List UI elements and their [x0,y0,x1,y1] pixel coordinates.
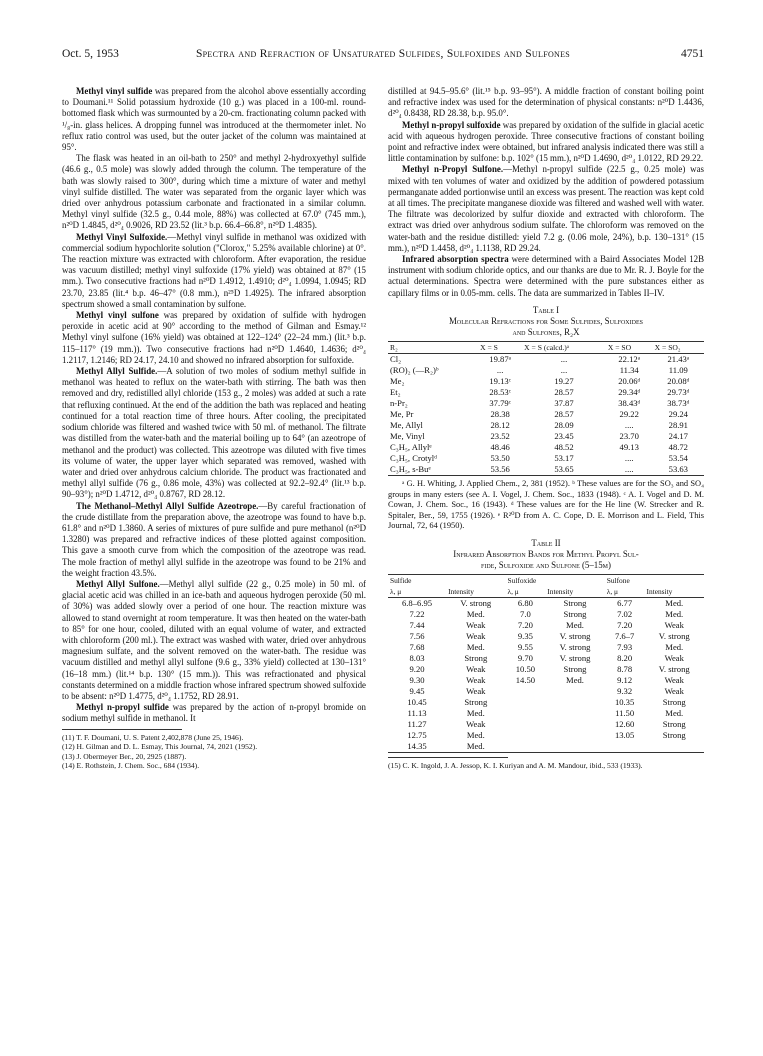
paragraph-text: —Methyl n-propyl sulfide (22.5 g., 0.25 mole) was mixed with ten volumes of water and oxidized by the addition of powdered potassium permanganate added portionwise until an excess was present. The reaction was kept cold at all times. The precipitate manganese dioxide was filtered and washed well with water. The filtrate was decolorized by sulfur dioxide and extracted with chloroform. The extract was dried over anhydrous sodium sulfate. The chloroform was removed on the water-bath and the residue distilled: yield 7.2 g. (0.06 mole, 24%), b.p. 130–131° (15 mm.), n²⁰D 1.4458, d²⁰₄ 1.1138, RD 29.24. [388,164,704,253]
run-in-heading: Methyl Allyl Sulfone. [76,578,160,589]
table-row [388,409,704,420]
paragraph-text: was prepared from the alcohol above essentially according to Doumani.¹¹ Solid potassium hydroxide (10 g.) was placed in a 100-ml. round-bottomed flask which was surmounted by a 20-cm. fractionating column packed with ¹/₈-in. glass helices. A dropping funnel was introduced at the thermometer inlet. No reflux ratio control was used, but the outer jacket of the column was maintained at 95°. [62,86,366,153]
table-cell: 7.56 [409,631,425,642]
paragraph-text: was prepared by oxidation of sulfide with hydrogen peroxide in acetic acid at 90° according to the method of Gilman and Esmay.¹² Methyl vinyl sulfone (16% yield) was obtained at 122–124° (22–24 mm.) (lit.³ b.p. 115–117° (19 mm.)). Two consecutive fractions had n²⁰D 1.4640, 1.4636; d²⁰₄ 1.2117, 1.2146; RD 24.17, 24.10 and showed no infrared absorption for sulfoxide. [62,310,366,365]
table-cell: Med. [665,609,684,620]
table-cell: V. strong [658,664,690,675]
table-row [388,708,704,719]
table-cell: Strong [563,609,587,620]
footnote-rule [62,729,182,730]
table-1-title-line-1: Molecular Refractions for Some Sulfides, Sulfoxides [449,316,643,327]
run-in-heading: Methyl n-propyl sulfoxide [402,119,501,130]
run-in-heading: Methyl vinyl sulfone [76,310,159,321]
footnote: (12) H. Gilman and D. L. Esmay, This Journal, 74, 2021 (1952). [62,742,258,752]
paragraph [62,310,366,366]
table-cell: 9.35 [517,631,533,642]
paragraph [62,86,366,153]
table-cell: 12.75 [407,730,427,741]
table-cell: 9.45 [409,686,425,697]
table-cell [545,697,604,708]
paragraph-text: —By careful fractionation of the crude distillate from the preparation above, the azeotrope was found to have b.p. 61.8° and n²⁰D 1.3860. A series of mixtures of pure sulfide and pure methanol (n²⁰D 1.3280) was prepared and refractive indices of these plotted against composition. This gave a smooth curve from which the composition of the azeotrope was read. The mole fraction of methyl allyl sulfide in the azeotrope was found to be 21% and the weight fraction 43.5%. [62,500,366,578]
table-row [388,598,704,610]
table-cell: 28.12 [490,420,510,431]
table-cell: Strong [662,730,686,741]
table-cell: 53.54 [668,453,688,464]
table-row [388,719,704,730]
table-cell: Med. [665,708,684,719]
paragraph [62,366,366,500]
table-cell: 48.72 [668,442,688,453]
table-cell: 23.70 [619,431,639,442]
run-in-heading: Methyl vinyl sulfide [76,86,153,96]
table-cell: Strong [563,598,587,609]
table-cell: 9.55 [517,642,533,653]
run-in-heading: Methyl n-Propyl Sulfone. [402,164,504,175]
table-cell: 29.24 [668,409,688,420]
column-header: Intensity [545,586,604,598]
table-cell: 53.56 [490,464,510,475]
table-header-row [388,586,704,598]
table-cell: 11.50 [615,708,635,719]
table-cell: Weak [664,620,684,631]
table-1 [388,341,704,476]
table-cell [506,708,546,719]
table-cell: 23.45 [554,431,574,442]
table-cell: 28.53ᶜ [489,387,511,398]
table-cell: 9.20 [409,664,425,675]
table-cell: 53.17 [554,453,574,464]
table-cell: Weak [466,620,486,631]
table-cell: C₃H₅, Crotylᵈ [390,453,437,464]
table-cell: 24.17 [668,431,688,442]
table-cell [506,719,546,730]
table-cell: 21.43ᵃ [667,354,690,365]
table-cell: Weak [466,675,486,686]
paragraph-text: —Methyl allyl sulfide (22 g., 0.25 mole) in 50 ml. of glacial acetic acid was chilled in an ice-bath and aqueous hydrogen peroxide (50 ml. of 30%) was added slowly over a period of one hour. The reaction mixture was allowed to stand overnight at room temperature. It was then heated on the water-bath to 85° for one hour, cooled, diluted with an equal volume of water, and extracted with chloroform (200 ml.). The extract was washed with water, dried over anhydrous magnesium sulfate, and the solvent removed on the water-bath. The residue was vacuum distilled and methyl allyl sulfone (9.6 g., 33% yield) collected at 130–131° (16–18 mm.) (lit.¹⁴ b.p. 130° (15 mm.)). This was refractionated and physical constants determined on a middle fraction whose infrared spectrum showed sulfoxide to be absent: n²⁰D 1.4775, d²⁰₄ 1.1752, RD 28.91. [62,578,366,701]
table-cell: 8.20 [617,653,633,664]
table-cell: Strong [662,719,686,730]
table-cell: 53.50 [490,453,510,464]
table-row [388,741,704,753]
table-row [388,453,704,464]
table-cell: 28.57 [554,387,574,398]
table-cell [506,730,546,741]
table-2-body [388,598,704,753]
table-cell: 11.09 [668,365,688,376]
table-cell: 29.22 [619,409,639,420]
table-2 [388,574,704,753]
table-cell: 53.65 [554,464,574,475]
table-cell: V. strong [559,653,591,664]
table-row [388,631,704,642]
table-cell [645,741,705,753]
table-cell: 7.22 [409,609,425,620]
paragraph [62,579,366,702]
table-cell: 7.02 [617,609,633,620]
table-cell: 53.63 [668,464,688,475]
table-cell: Weak [466,664,486,675]
table-cell: Weak [466,686,486,697]
table-cell: Me, Allyl [390,420,423,431]
table-cell: Weak [664,653,684,664]
paragraph: The flask was heated in an oil-bath to 250° and methyl 2-hydroxyethyl sulfide (46.6 g., 0.5 mole) was slowly added through the column. The temperature of the bath was slowly raised to 300°, during which time a mixture of water and methyl vinyl sulfide distilled. The water was separated from the organic layer which was dried over anhydrous potassium carbonate and fractionated in a similar column. Methyl vinyl sulfide (32.5 g., 0.44 mole, 88%) was collected at 67.0° (745 mm.), n²⁰D 1.4845, d²⁰₄ 0.9026, RD 23.52 (lit.³ b.p. 66.4–66.8°, n²⁰D 1.4835). [62,153,366,231]
column-header: λ, μ [605,586,645,598]
table-cell [545,708,604,719]
run-in-heading: Infrared absorption spectra [402,254,509,265]
table-cell: 19.87ᵃ [489,354,511,365]
table-cell: 7.93 [617,642,633,653]
header-title: Spectra and Refraction of Unsaturated Sulfides, Sulfoxides and Sulfones [195,48,571,60]
table-cell [506,697,546,708]
table-cell: Med. [566,620,584,631]
table-2-title-line-2: fide, Sulfoxide and Sulfone (5–15μ) [481,560,611,571]
table-cell: 29.73ᵈ [667,387,690,398]
table-cell: Et₂ [390,387,401,398]
table-row [388,376,704,387]
paragraph [62,702,366,724]
left-column [62,86,366,771]
table-row [388,387,704,398]
table-row [388,442,704,453]
table-cell: ... [560,354,568,365]
table-2-title-line-1: Infrared Absorption Bands for Methyl Propyl Sul- [453,549,639,560]
table-cell: 37.79ᶜ [489,398,511,409]
table-row [388,609,704,620]
run-in-heading: Methyl Vinyl Sulfoxide. [76,231,168,242]
table-cell: 6.8–6.95 [401,598,433,609]
group-header: Sulfone [606,576,630,586]
table-cell: .... [624,453,634,464]
table-cell: 8.78 [617,664,633,675]
table-cell: 7.44 [409,620,425,631]
table-cell: Med. [466,730,485,741]
table-1-title-line-2: and Sulfones, R₂X [512,327,580,338]
table-cell: 19.13ᶜ [489,376,511,387]
column-header: R₂ [388,342,478,354]
table-row [388,642,704,653]
table-cell: 10.45 [407,697,427,708]
table-cell: 20.06ᵈ [618,376,641,387]
table-cell: 8.03 [409,653,425,664]
table-cell: Med. [466,741,485,752]
table-cell: ... [560,365,568,376]
column-header: Intensity [645,586,705,598]
table-cell: 48.46 [490,442,510,453]
footnote: (15) C. K. Ingold, J. A. Jessop, K. I. Kuriyan and A. M. Mandour, ibid., 533 (1933). [388,761,643,771]
table-group-header-row [388,575,704,587]
footnote: (13) J. Obermeyer Ber., 20, 2925 (1887). [62,751,187,761]
table-cell: Med. [665,642,684,653]
table-cell: Me, Vinyl [390,431,425,442]
table-cell: .... [624,420,634,431]
right-column [388,86,704,771]
table-cell: (RO)₂ (—R₂)ᵇ [390,365,439,376]
table-cell: Weak [466,719,486,730]
table-row [388,365,704,376]
table-cell [506,741,546,753]
table-2-label: Table II [531,538,561,549]
table-row [388,398,704,409]
table-cell: Strong [464,697,488,708]
table-cell: 49.13 [619,442,639,453]
table-cell: 23.52 [490,431,510,442]
paragraph [388,120,704,165]
table-cell: 22.12ᵃ [618,354,641,365]
table-cell: 7.0 [520,609,531,620]
column-header: λ, μ [506,586,546,598]
table-row [388,431,704,442]
table-cell: Med. [466,708,485,719]
table-cell: Weak [466,631,486,642]
paragraph-text: —Methyl vinyl sulfide in methanol was oxidized with commercial sodium hypochlorite solution ("Clorox," 5.25% available chlorine) at 0°. The reaction mixture was extracted with chloroform. After evaporation, the residue was vacuum distilled; methyl vinyl sulfoxide (17% yield) was obtained at 87° (15 mm.). Two consecutive fractions had n²⁰D 1.4912, 1.4910; d²⁰₄ 1.0994, 1.0945; RD 23.70, 23.85 (lit.⁴ b.p. 46–47° (0.8 mm.), n²⁵D 1.4925). The infrared absorption spectrum showed a small contamination by sulfone. [62,231,367,309]
table-cell: 10.50 [515,664,536,675]
paragraph-text: —A solution of two moles of sodium methyl sulfide in methanol was heated to reflux on the water-bath with stirring. The bath was then removed and dry, redistilled allyl chloride (153 g., 2 moles) was added at such a rate that refluxing continued. At the end of the addition the bath was replaced and heating continued for a total reaction time of three hours. After cooling, the precipitated sodium chloride was filtered and washed twice with 50 ml. of methanol. The filtrate was distilled from the water-bath and the material boiling up to 64° (an azeotrope of methanol and the product) was collected. This azeotrope was diluted with five times its volume of water, the upper layer which separated was removed, washed with water and dried over anhydrous calcium chloride. The product was fractionated and methyl allyl sulfide (76 g., 0.86 mole, 43%) was collected at 92.2–92.4° (lit.¹³ b.p. 90–93°); n²⁰D 1.4712, d²⁰₄ 0.8767, RD 28.12. [62,366,366,500]
table-cell: ... [496,365,504,376]
paragraph: distilled at 94.5–95.6° (lit.¹⁵ b.p. 93–95°). A middle fraction of constant boiling point and refractive index was used for the determination of physical constants: n²⁰D 1.4436, d²⁰₄ 0.8438, RD 28.38, b.p. 95.0°. [388,86,704,119]
table-cell: Strong [563,664,587,675]
table-cell: 38.73ᵈ [667,398,690,409]
table-cell: V. strong [658,631,690,642]
table-1-notes: ᵃ G. H. Whiting, J. Applied Chem., 2, 381 (1952). ᵇ These values are for the SO₃ and SO₄ groups in many esters (see A. I. Vogel, J. Chem. Soc., 1833 (1948). ᶜ A. I. Vogel and D. M. Cowan, J. Chem. Soc., 16 (1943). ᵈ These values are for the He line (W. Strecker and R. Spitaler, Ber., 59, 1755 (1926). ᵉ R²⁰D from A. C. Cope, D. E. Morrison and L. Field, This Journal, 72, 64 (1950). [388,479,704,531]
table-cell: .... [624,464,634,475]
table-cell: Me₂ [390,376,405,387]
page-number: 4751 [681,48,704,60]
footnote: (11) T. F. Doumani, U. S. Patent 2,402,878 (June 25, 1946). [62,732,244,742]
table-1-label: Table I [532,304,560,315]
table-cell: Med. [566,675,584,686]
table-cell: 28.38 [490,409,510,420]
table-cell: 37.87 [554,398,574,409]
table-row [388,730,704,741]
table-header-row [388,342,704,354]
column-header: Intensity [446,586,505,598]
table-cell: 20.08ᵈ [667,376,690,387]
column-header: X = S (calcd.)ᵃ [522,342,606,354]
table-cell: 6.77 [617,598,633,609]
table-cell [506,686,546,697]
table-cell: Strong [464,653,488,664]
table-cell: n-Pr₂ [390,398,408,409]
table-row [388,653,704,664]
table-cell: 48.52 [554,442,574,453]
table-cell: Weak [664,686,684,697]
column-header: X = SO₂ [653,342,704,354]
table-cell: 28.91 [668,420,688,431]
table-cell [605,741,645,753]
table-cell: 14.35 [407,741,427,752]
table-cell: C₃H₅, Allylᵉ [390,442,432,453]
group-header: Sulfide [390,576,412,586]
paragraph [62,232,366,310]
paragraph-text: was prepared by oxidation of the sulfide in glacial acetic acid with aqueous hydrogen peroxide. Three consecutive fractions of constant boiling point and refractive index were obtained, but infrared analysis indicated there was still a little contamination by sulfone: b.p. 102° (15 mm.), n²⁰D 1.4690, d²⁰₄ 1.0122, RD 29.22. [388,119,704,164]
paragraph [388,254,704,299]
table-cell: Cl₂ [390,354,402,365]
table-cell: 28.09 [554,420,574,431]
table-cell: 28.57 [554,409,574,420]
paragraph [62,501,366,579]
table-cell: 11.13 [407,708,427,719]
table-row [388,675,704,686]
table-cell: V. strong [460,598,492,609]
table-cell: 7.20 [517,620,533,631]
paragraph-text: was prepared by the action of n-propyl bromide on sodium methyl sulfide in methanol. It [62,702,366,724]
table-cell [545,719,604,730]
table-cell: V. strong [559,631,591,642]
table-cell: 7.68 [409,642,425,653]
group-header: Sulfoxide [507,576,537,586]
table-cell: 14.50 [515,675,536,686]
table-cell: 13.05 [614,730,635,741]
table-cell: 11.27 [407,719,427,730]
table-cell: 9.32 [617,686,633,697]
run-in-heading: The Methanol–Methyl Allyl Sulfide Azeotrope. [76,500,259,511]
run-in-heading: Methyl Allyl Sulfide. [76,366,158,377]
table-cell: 9.30 [409,675,425,686]
table-cell: C₃H₅, s-Buᵉ [390,464,431,475]
table-cell: 11.34 [619,365,639,376]
column-header: λ, μ [388,586,446,598]
table-row [388,464,704,476]
table-cell: Me, Pr [390,409,414,420]
table-row [388,664,704,675]
table-cell: Med. [665,598,684,609]
table-row [388,686,704,697]
table-cell [545,730,604,741]
table-cell: 9.70 [517,653,533,664]
footnote: (14) E. Rothstein, J. Chem. Soc., 684 (1934). [62,761,200,771]
table-cell: 7.20 [617,620,633,631]
table-cell: Strong [662,697,686,708]
table-cell [545,741,604,753]
table-1-body [388,354,704,476]
table-cell [545,686,604,697]
table-row [388,697,704,708]
column-header: X = SO [606,342,653,354]
table-cell: Med. [466,642,485,653]
paragraph-text: were determined with a Baird Associates Model 12B instrument with sodium chloride optics, and our thanks are due to Mr. R. J. Boyle for the actual determinations. Spectra were determined with the pure substances either as capillary films or in 0.05-mm. cells. The data are summarized in Tables II–IV. [388,254,705,298]
table-cell: 12.60 [614,719,635,730]
table-cell: Med. [466,609,485,620]
table-cell: 29.34ᵈ [618,387,641,398]
table-cell: 38.43ᵈ [618,398,641,409]
table-cell: 10.35 [614,697,635,708]
paragraph [388,164,704,254]
footnote-rule [388,757,508,758]
table-row [388,354,704,366]
table-row [388,620,704,631]
table-cell: V. strong [559,642,591,653]
table-cell: 9.12 [617,675,633,686]
table-cell: 7.6–7 [614,631,635,642]
table-cell: 6.80 [517,598,533,609]
run-in-heading: Methyl n-propyl sulfide [76,702,169,713]
table-row [388,420,704,431]
header-date: Oct. 5, 1953 [62,48,119,60]
table-cell: Weak [664,675,684,686]
column-header: X = S [478,342,522,354]
table-cell: 19.27 [554,376,574,387]
